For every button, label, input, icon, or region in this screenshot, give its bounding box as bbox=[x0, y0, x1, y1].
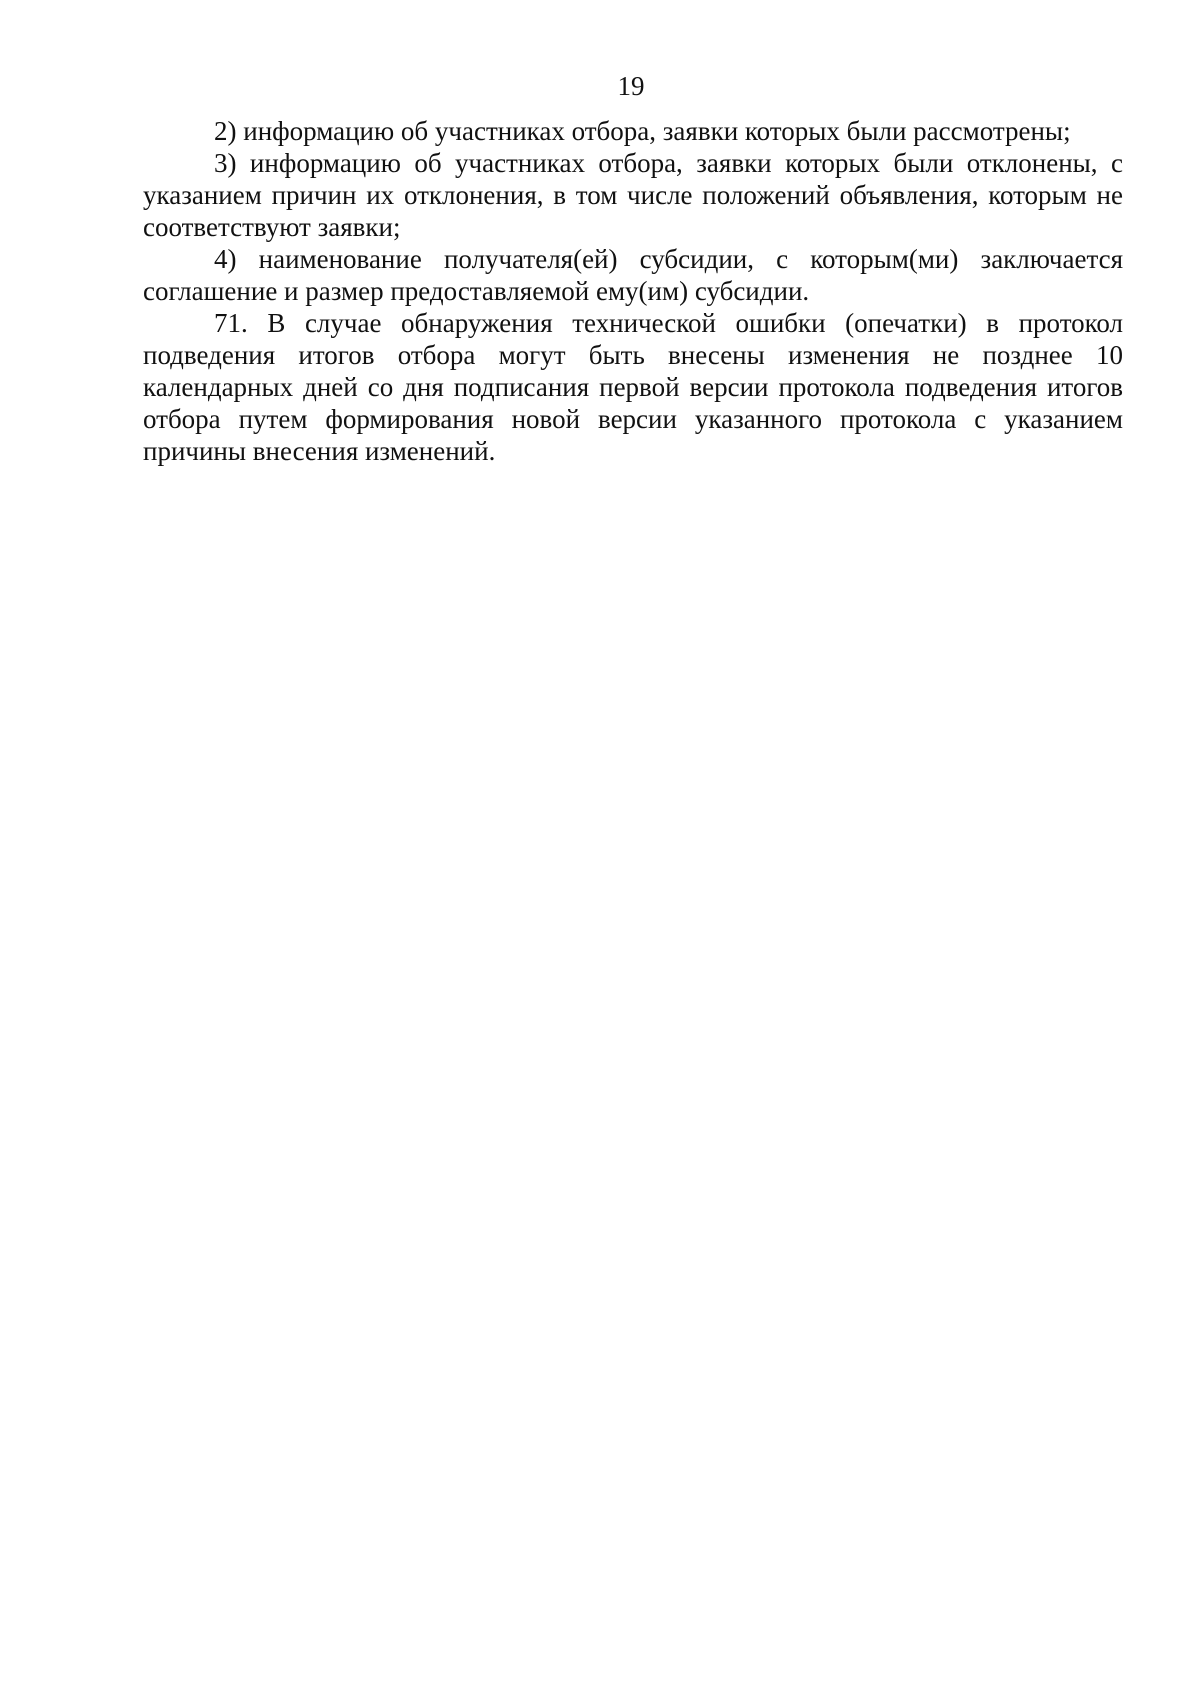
list-item-4: 4) наименование получателя(ей) субсидии, с которым(ми) заключается соглашение и размер предоставляемой ему(им) субсидии. bbox=[143, 244, 1123, 306]
document-body bbox=[143, 115, 1123, 467]
clause-71: 71. В случае обнаружения технической ошибки (опечатки) в протокол подведения итогов отбора могут быть внесены изменения не позднее 10 календарных дней со дня подписания первой версии протокола подведения итогов отбора путем формирования новой версии указанного протокола с указанием причины внесения изменений. bbox=[143, 308, 1123, 466]
list-item-2: 2) информацию об участниках отбора, заявки которых были рассмотрены; bbox=[214, 116, 1071, 146]
list-item-3: 3) информацию об участниках отбора, заявки которых были отклонены, с указанием причин их отклонения, в том числе положений объявления, которым не соответствуют заявки; bbox=[143, 148, 1123, 242]
page-number: 19 bbox=[617, 71, 645, 101]
